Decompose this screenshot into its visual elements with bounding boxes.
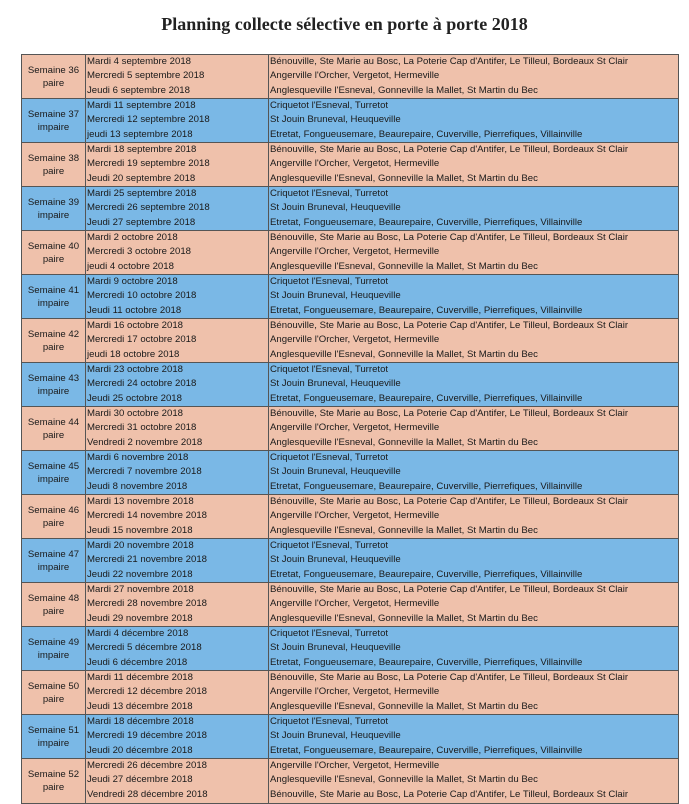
collection-date: Mercredi 31 octobre 2018 bbox=[87, 422, 197, 434]
collection-date: Mercredi 12 septembre 2018 bbox=[87, 114, 210, 126]
dates-cell bbox=[86, 187, 269, 230]
week-parity: impaire bbox=[37, 209, 70, 221]
places-cell bbox=[269, 231, 679, 274]
collection-towns: Bénouville, Ste Marie au Bosc, La Poterie Cap d'Antifer, Le Tilleul, Bordeaux St Clair bbox=[270, 320, 629, 331]
week-number: Semaine 49 bbox=[27, 636, 80, 648]
collection-date: Mercredi 17 octobre 2018 bbox=[87, 334, 197, 346]
collection-date: Mardi 20 novembre 2018 bbox=[87, 540, 194, 551]
collection-date: Jeudi 6 décembre 2018 bbox=[87, 656, 188, 668]
collection-towns: Anglesqueville l'Esneval, Gonneville la Mallet, St Martin du Bec bbox=[270, 348, 538, 360]
collection-towns: Bénouville, Ste Marie au Bosc, La Poterie Cap d'Antifer, Le Tilleul, Bordeaux St Clair bbox=[270, 672, 629, 683]
places-cell bbox=[269, 319, 679, 362]
collection-date: Mardi 25 septembre 2018 bbox=[87, 188, 197, 199]
collection-date: Jeudi 13 décembre 2018 bbox=[87, 700, 193, 712]
week-label bbox=[22, 627, 86, 670]
collection-towns: Criquetot l'Esneval, Turretot bbox=[270, 540, 389, 551]
week-row bbox=[22, 759, 679, 804]
collection-date: Jeudi 6 septembre 2018 bbox=[87, 84, 190, 96]
week-number: Semaine 47 bbox=[27, 548, 80, 560]
collection-towns: Criquetot l'Esneval, Turretot bbox=[270, 276, 389, 287]
week-row bbox=[22, 231, 679, 275]
collection-date: Mardi 4 septembre 2018 bbox=[87, 56, 191, 67]
collection-date: Mercredi 26 septembre 2018 bbox=[87, 202, 210, 214]
week-row bbox=[22, 99, 679, 143]
week-label bbox=[22, 231, 86, 274]
collection-towns: Bénouville, Ste Marie au Bosc, La Poterie Cap d'Antifer, Le Tilleul, Bordeaux St Clair bbox=[270, 408, 629, 419]
week-number: Semaine 50 bbox=[27, 680, 80, 692]
collection-date: Mercredi 5 septembre 2018 bbox=[87, 70, 205, 82]
collection-towns: Bénouville, Ste Marie au Bosc, La Poterie Cap d'Antifer, Le Tilleul, Bordeaux St Clair bbox=[270, 584, 629, 595]
week-label bbox=[22, 539, 86, 582]
week-parity: impaire bbox=[37, 385, 70, 397]
collection-towns: Bénouville, Ste Marie au Bosc, La Poterie Cap d'Antifer, Le Tilleul, Bordeaux St Clair bbox=[270, 232, 629, 243]
collection-towns: Etretat, Fongueusemare, Beaurepaire, Cuverville, Pierrefiques, Villainville bbox=[270, 392, 583, 404]
collection-towns: Anglesqueville l'Esneval, Gonneville la Mallet, St Martin du Bec bbox=[270, 260, 538, 272]
week-parity: paire bbox=[42, 605, 65, 617]
collection-date: Mardi 6 novembre 2018 bbox=[87, 452, 189, 463]
collection-date: Mercredi 14 novembre 2018 bbox=[87, 510, 207, 522]
dates-cell bbox=[86, 55, 269, 98]
dates-cell bbox=[86, 715, 269, 758]
collection-towns: Etretat, Fongueusemare, Beaurepaire, Cuverville, Pierrefiques, Villainville bbox=[270, 304, 583, 316]
collection-towns: Angerville l'Orcher, Vergetot, Hermeville bbox=[270, 686, 440, 698]
collection-towns: Angerville l'Orcher, Vergetot, Hermeville bbox=[270, 760, 440, 771]
collection-date: Mercredi 7 novembre 2018 bbox=[87, 466, 202, 478]
week-row bbox=[22, 55, 679, 99]
collection-date: Mardi 11 décembre 2018 bbox=[87, 672, 193, 683]
dates-cell bbox=[86, 759, 269, 803]
collection-date: Mardi 18 septembre 2018 bbox=[87, 144, 197, 155]
week-row bbox=[22, 319, 679, 363]
dates-cell bbox=[86, 451, 269, 494]
collection-date: Jeudi 25 octobre 2018 bbox=[87, 392, 182, 404]
week-number: Semaine 36 bbox=[27, 64, 80, 76]
collection-towns: Angerville l'Orcher, Vergetot, Hermeville bbox=[270, 510, 440, 522]
collection-date: Mercredi 3 octobre 2018 bbox=[87, 246, 191, 258]
places-cell bbox=[269, 715, 679, 758]
dates-cell bbox=[86, 143, 269, 186]
collection-date: Mardi 23 octobre 2018 bbox=[87, 364, 183, 375]
collection-date: Mercredi 10 octobre 2018 bbox=[87, 290, 197, 302]
week-label bbox=[22, 275, 86, 318]
collection-towns: Angerville l'Orcher, Vergetot, Hermeville bbox=[270, 422, 440, 434]
places-cell bbox=[269, 275, 679, 318]
week-parity: paire bbox=[42, 341, 65, 353]
dates-cell bbox=[86, 99, 269, 142]
week-number: Semaine 39 bbox=[27, 196, 80, 208]
collection-towns: St Jouin Bruneval, Heuqueville bbox=[270, 466, 401, 478]
collection-towns: Bénouville, Ste Marie au Bosc, La Poterie Cap d'Antifer, Le Tilleul, Bordeaux St Clair bbox=[270, 496, 629, 507]
collection-towns: Criquetot l'Esneval, Turretot bbox=[270, 364, 389, 375]
collection-towns: Bénouville, Ste Marie au Bosc, La Poterie Cap d'Antifer, Le Tilleul, Bordeaux St Clair bbox=[270, 788, 629, 800]
week-row bbox=[22, 363, 679, 407]
week-row bbox=[22, 187, 679, 231]
collection-towns: St Jouin Bruneval, Heuqueville bbox=[270, 202, 401, 214]
collection-date: Mardi 4 décembre 2018 bbox=[87, 628, 189, 639]
collection-towns: St Jouin Bruneval, Heuqueville bbox=[270, 730, 401, 742]
collection-date: Vendredi 28 décembre 2018 bbox=[87, 788, 208, 800]
collection-towns: Criquetot l'Esneval, Turretot bbox=[270, 628, 389, 639]
week-label bbox=[22, 99, 86, 142]
collection-date: Mercredi 28 novembre 2018 bbox=[87, 598, 207, 610]
collection-date: Jeudi 8 novembre 2018 bbox=[87, 480, 188, 492]
collection-towns: Bénouville, Ste Marie au Bosc, La Poterie Cap d'Antifer, Le Tilleul, Bordeaux St Clair bbox=[270, 144, 629, 155]
collection-towns: Etretat, Fongueusemare, Beaurepaire, Cuverville, Pierrefiques, Villainville bbox=[270, 216, 583, 228]
places-cell bbox=[269, 143, 679, 186]
collection-date: Mardi 18 décembre 2018 bbox=[87, 716, 194, 727]
places-cell bbox=[269, 671, 679, 714]
collection-date: Jeudi 11 octobre 2018 bbox=[87, 304, 182, 316]
week-label bbox=[22, 143, 86, 186]
week-row bbox=[22, 627, 679, 671]
week-parity: paire bbox=[42, 693, 65, 705]
dates-cell bbox=[86, 671, 269, 714]
collection-towns: Etretat, Fongueusemare, Beaurepaire, Cuverville, Pierrefiques, Villainville bbox=[270, 656, 583, 668]
week-label bbox=[22, 759, 86, 803]
week-label bbox=[22, 55, 86, 98]
collection-date: Mardi 13 novembre 2018 bbox=[87, 496, 194, 507]
collection-towns: Anglesqueville l'Esneval, Gonneville la Mallet, St Martin du Bec bbox=[270, 84, 538, 96]
collection-towns: Angerville l'Orcher, Vergetot, Hermeville bbox=[270, 598, 440, 610]
week-parity: impaire bbox=[37, 121, 70, 133]
collection-date: Jeudi 20 septembre 2018 bbox=[87, 172, 196, 184]
week-parity: paire bbox=[42, 77, 65, 89]
week-parity: impaire bbox=[37, 649, 70, 661]
week-parity: impaire bbox=[37, 737, 70, 749]
collection-towns: Etretat, Fongueusemare, Beaurepaire, Cuverville, Pierrefiques, Villainville bbox=[270, 744, 583, 756]
week-row bbox=[22, 583, 679, 627]
collection-towns: Angerville l'Orcher, Vergetot, Hermeville bbox=[270, 334, 440, 346]
week-parity: impaire bbox=[37, 473, 70, 485]
collection-towns: St Jouin Bruneval, Heuqueville bbox=[270, 378, 401, 390]
week-parity: paire bbox=[42, 429, 65, 441]
collection-towns: Anglesqueville l'Esneval, Gonneville la Mallet, St Martin du Bec bbox=[270, 172, 538, 184]
week-parity: impaire bbox=[37, 561, 70, 573]
places-cell bbox=[269, 451, 679, 494]
collection-date: Mercredi 26 décembre 2018 bbox=[87, 760, 207, 771]
week-row bbox=[22, 275, 679, 319]
collection-towns: Criquetot l'Esneval, Turretot bbox=[270, 188, 389, 199]
places-cell bbox=[269, 583, 679, 626]
collection-date: Mercredi 19 décembre 2018 bbox=[87, 730, 207, 742]
week-number: Semaine 41 bbox=[27, 284, 80, 296]
week-number: Semaine 52 bbox=[27, 769, 80, 780]
collection-towns: Anglesqueville l'Esneval, Gonneville la Mallet, St Martin du Bec bbox=[270, 700, 538, 712]
places-cell bbox=[269, 99, 679, 142]
collection-date: jeudi 4 octobre 2018 bbox=[87, 260, 174, 272]
collection-date: Mardi 9 octobre 2018 bbox=[87, 276, 178, 287]
collection-date: Mardi 27 novembre 2018 bbox=[87, 584, 194, 595]
week-number: Semaine 42 bbox=[27, 328, 80, 340]
week-label bbox=[22, 407, 86, 450]
week-number: Semaine 44 bbox=[27, 416, 80, 428]
collection-towns: St Jouin Bruneval, Heuqueville bbox=[270, 642, 401, 654]
week-row bbox=[22, 495, 679, 539]
dates-cell bbox=[86, 231, 269, 274]
collection-towns: St Jouin Bruneval, Heuqueville bbox=[270, 114, 401, 126]
collection-towns: Etretat, Fongueusemare, Beaurepaire, Cuverville, Pierrefiques, Villainville bbox=[270, 480, 583, 492]
page-title: Planning collecte sélective en porte à porte 2018 bbox=[161, 14, 528, 34]
week-parity: paire bbox=[42, 165, 65, 177]
dates-cell bbox=[86, 627, 269, 670]
places-cell bbox=[269, 539, 679, 582]
collection-date: jeudi 13 septembre 2018 bbox=[87, 128, 193, 140]
dates-cell bbox=[86, 275, 269, 318]
collection-date: Mardi 11 septembre 2018 bbox=[87, 100, 196, 111]
week-label bbox=[22, 319, 86, 362]
collection-date: Vendredi 2 novembre 2018 bbox=[87, 436, 203, 448]
dates-cell bbox=[86, 583, 269, 626]
collection-towns: Angerville l'Orcher, Vergetot, Hermeville bbox=[270, 246, 440, 258]
week-label bbox=[22, 495, 86, 538]
places-cell bbox=[269, 759, 679, 803]
week-number: Semaine 51 bbox=[27, 724, 80, 736]
week-parity: paire bbox=[42, 517, 65, 529]
collection-date: Mardi 30 octobre 2018 bbox=[87, 408, 183, 419]
dates-cell bbox=[86, 407, 269, 450]
week-label bbox=[22, 451, 86, 494]
collection-date: Mardi 2 octobre 2018 bbox=[87, 232, 178, 243]
collection-date: jeudi 18 octobre 2018 bbox=[87, 348, 180, 360]
week-number: Semaine 45 bbox=[27, 460, 80, 472]
collection-towns: Criquetot l'Esneval, Turretot bbox=[270, 452, 389, 463]
dates-cell bbox=[86, 539, 269, 582]
week-label bbox=[22, 671, 86, 714]
places-cell bbox=[269, 187, 679, 230]
week-row bbox=[22, 407, 679, 451]
week-row bbox=[22, 671, 679, 715]
collection-towns: Anglesqueville l'Esneval, Gonneville la Mallet, St Martin du Bec bbox=[270, 774, 538, 786]
week-row bbox=[22, 451, 679, 495]
collection-date: Jeudi 15 novembre 2018 bbox=[87, 524, 193, 536]
week-row bbox=[22, 715, 679, 759]
places-cell bbox=[269, 495, 679, 538]
week-number: Semaine 48 bbox=[27, 592, 80, 604]
week-number: Semaine 37 bbox=[27, 108, 80, 120]
week-parity: impaire bbox=[37, 297, 70, 309]
collection-towns: St Jouin Bruneval, Heuqueville bbox=[270, 554, 401, 566]
week-row bbox=[22, 539, 679, 583]
collection-towns: Criquetot l'Esneval, Turretot bbox=[270, 100, 389, 111]
week-number: Semaine 40 bbox=[27, 240, 80, 252]
week-label bbox=[22, 583, 86, 626]
places-cell bbox=[269, 407, 679, 450]
collection-towns: Etretat, Fongueusemare, Beaurepaire, Cuverville, Pierrefiques, Villainville bbox=[270, 128, 583, 140]
collection-date: Mercredi 21 novembre 2018 bbox=[87, 554, 207, 566]
collection-date: Jeudi 22 novembre 2018 bbox=[87, 568, 193, 580]
collection-date: Jeudi 29 novembre 2018 bbox=[87, 612, 193, 624]
dates-cell bbox=[86, 363, 269, 406]
week-label bbox=[22, 187, 86, 230]
week-label bbox=[22, 715, 86, 758]
collection-towns: Anglesqueville l'Esneval, Gonneville la Mallet, St Martin du Bec bbox=[270, 524, 538, 536]
collection-date: Mercredi 24 octobre 2018 bbox=[87, 378, 197, 390]
dates-cell bbox=[86, 495, 269, 538]
collection-date: Jeudi 27 décembre 2018 bbox=[87, 774, 193, 786]
collection-date: Mercredi 5 décembre 2018 bbox=[87, 642, 202, 654]
collection-towns: Bénouville, Ste Marie au Bosc, La Poterie Cap d'Antifer, Le Tilleul, Bordeaux St Clair bbox=[270, 56, 629, 67]
collection-towns: St Jouin Bruneval, Heuqueville bbox=[270, 290, 401, 302]
collection-schedule-table bbox=[21, 54, 679, 804]
week-parity: paire bbox=[42, 782, 65, 793]
collection-date: Mercredi 19 septembre 2018 bbox=[87, 158, 210, 170]
collection-date: Mardi 16 octobre 2018 bbox=[87, 320, 183, 331]
collection-towns: Anglesqueville l'Esneval, Gonneville la Mallet, St Martin du Bec bbox=[270, 436, 538, 448]
collection-date: Jeudi 20 décembre 2018 bbox=[87, 744, 193, 756]
dates-cell bbox=[86, 319, 269, 362]
places-cell bbox=[269, 363, 679, 406]
collection-towns: Anglesqueville l'Esneval, Gonneville la Mallet, St Martin du Bec bbox=[270, 612, 538, 624]
collection-date: Jeudi 27 septembre 2018 bbox=[87, 216, 196, 228]
places-cell bbox=[269, 627, 679, 670]
week-parity: paire bbox=[42, 253, 65, 265]
week-number: Semaine 38 bbox=[27, 152, 80, 164]
week-number: Semaine 43 bbox=[27, 372, 80, 384]
week-row bbox=[22, 143, 679, 187]
week-label bbox=[22, 363, 86, 406]
collection-towns: Angerville l'Orcher, Vergetot, Hermeville bbox=[270, 70, 440, 82]
places-cell bbox=[269, 55, 679, 98]
collection-date: Mercredi 12 décembre 2018 bbox=[87, 686, 207, 698]
collection-towns: Etretat, Fongueusemare, Beaurepaire, Cuverville, Pierrefiques, Villainville bbox=[270, 568, 583, 580]
week-number: Semaine 46 bbox=[27, 504, 80, 516]
collection-towns: Criquetot l'Esneval, Turretot bbox=[270, 716, 389, 727]
collection-towns: Angerville l'Orcher, Vergetot, Hermeville bbox=[270, 158, 440, 170]
